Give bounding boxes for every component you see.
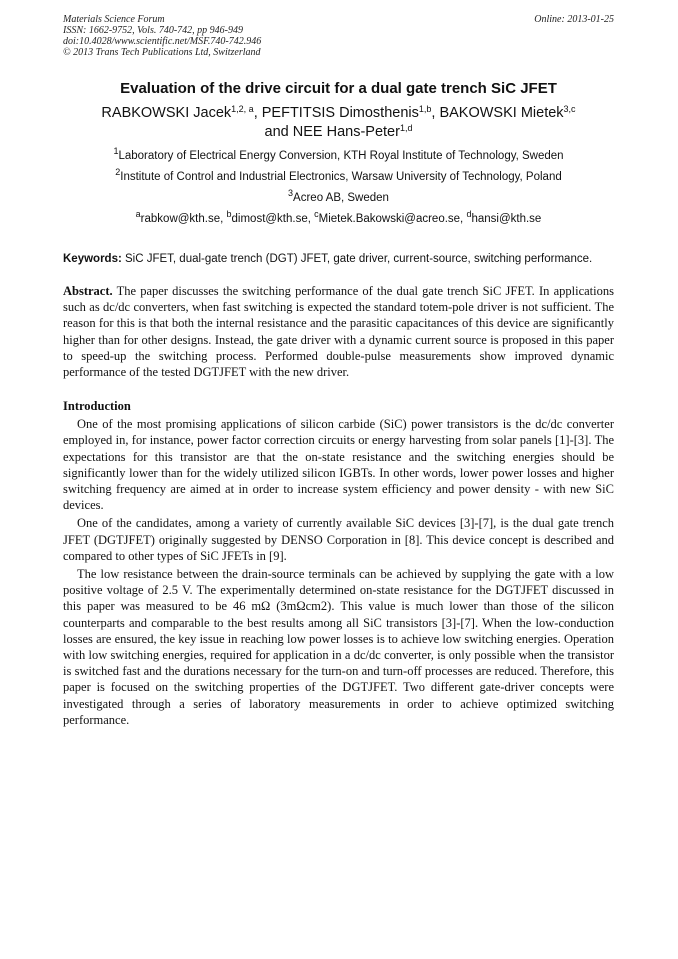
intro-paragraph-2: One of the candidates, among a variety of currently available SiC devices [3]-[7], is the dual gate trench JFET (DGTJFET) originally suggested by DENSO Corporation in [8]. This device concept is described and compared to other types of SiC JFETs in [9].	[63, 516, 614, 563]
email-address: hansi@kth.se	[471, 213, 542, 225]
email-address: rabkow@kth.se,	[140, 213, 227, 225]
affiliations	[63, 146, 614, 226]
author-name: PEFTITSIS Dimosthenis	[261, 105, 419, 121]
keywords-label: Keywords:	[63, 253, 122, 265]
abstract-text: The paper discusses the switching performance of the dual gate trench SiC JFET. In applications such as dc/dc converters, when fast switching is expected the standard totem-pole driver is not sufficient. The reason for this is that both the internal resistance and the parasitic capacitances of this device are significantly higher than for other designs. Instead, the gate driver with a dynamic current source is proposed in this paper to speed-up the switching process. Performed double-pulse measurements show improved dynamic performance of the tested DGTJFET with the new driver.	[63, 284, 614, 380]
email-superscript: a	[135, 209, 141, 219]
email-address: Mietek.Bakowski@acreo.se,	[318, 213, 467, 225]
author-conjunction: and	[264, 124, 289, 140]
issn-line: ISSN: 1662-9752, Vols. 740-742, pp 946-949	[63, 25, 243, 36]
keywords-text: SiC JFET, dual-gate trench (DGT) JFET, gate driver, current-source, switching performance.	[121, 253, 593, 265]
intro-paragraph-3: The low resistance between the drain-source terminals can be achieved by supplying the gate with a low positive voltage of 2.5 V. The experimentally determined on-state resistance for the DGTJFET discussed in this paper was measured to be 46 mΩ (3mΩcm2). This value is much lower than those of the silicon counterparts and comparable to the best results among all SiC transistors [3]-[7]. When the low-conduction losses are ensured, the key issue in reaching low power losses is to achieve low switching energies. Operation with low switching energies, required for application in a dc/dc converter, is only possible when the transistor is switched fast and the durations necessary for the turn-on and turn-off processes are reduced. Therefore, this paper is focused on the switching properties of the DGTJFET. Two different gate-driver concepts were investigated through a series of laboratory measurements in order to achieve optimized switching performance.	[63, 567, 614, 727]
journal-name: Materials Science Forum	[63, 14, 165, 25]
affiliation-text: Institute of Control and Industrial Electronics, Warsaw University of Technology, Poland	[120, 171, 562, 183]
affiliation-text: Laboratory of Electrical Energy Conversion, KTH Royal Institute of Technology, Sweden	[118, 150, 564, 162]
author-name: NEE Hans-Peter	[292, 124, 400, 140]
affiliation-3	[63, 188, 614, 205]
journal-header	[63, 14, 614, 58]
affiliation-superscript: 3	[288, 188, 294, 198]
email-superscript: d	[466, 209, 472, 219]
online-date: Online: 2013-01-25	[534, 14, 614, 25]
section-heading-introduction: Introduction	[63, 399, 131, 414]
email-superscript: c	[314, 209, 319, 219]
abstract-paragraph	[63, 283, 614, 380]
author-superscript: 3,c	[563, 104, 576, 114]
affiliation-2	[63, 167, 614, 184]
keywords-paragraph	[63, 252, 614, 267]
author-superscript: 1,2, a	[231, 104, 254, 114]
author-name: BAKOWSKI Mietek	[439, 105, 564, 121]
copyright-line: © 2013 Trans Tech Publications Ltd, Switzerland	[63, 47, 261, 58]
paper-page	[63, 14, 614, 728]
author-superscript: 1,d	[399, 123, 413, 133]
email-address: dimost@kth.se,	[231, 213, 315, 225]
author-list: RABKOWSKI Jacek$^{1,2, a}$, PEFTITSIS Dimosthenis$^{1,b}$, BAKOWSKI Mietek$^{3,c}$ and NEE Hans-Peter$^{1,d}$	[101, 104, 576, 140]
doi-line: doi:10.4028/www.scientific.net/MSF.740-742.946	[63, 36, 262, 47]
affiliation-superscript: 2	[115, 167, 121, 177]
paper-title: Evaluation of the drive circuit for a dual gate trench SiC JFET	[120, 80, 557, 97]
affiliation-1	[63, 146, 614, 163]
email-superscript: b	[226, 209, 232, 219]
author-superscript: 1,b	[418, 104, 432, 114]
author-name: RABKOWSKI Jacek	[101, 105, 232, 121]
affiliation-superscript: 1	[113, 146, 119, 156]
abstract-label: Abstract.	[63, 284, 113, 298]
email-list	[63, 209, 614, 226]
intro-paragraph-1: One of the most promising applications of silicon carbide (SiC) power transistors is the dc/dc converter employed in, for instance, power factor correction circuits or energy harvesting from solar panels [1]-[3]. The expectations for this transistor are that the on-state resistance and the switching energies should be significantly lower than for the widely utilized silicon IGBTs. In other words, lower power losses and higher switching frequency are aimed at in order to increase system efficiency and power density - with new SiC devices.	[63, 417, 614, 513]
affiliation-text: Acreo AB, Sweden	[293, 192, 389, 204]
